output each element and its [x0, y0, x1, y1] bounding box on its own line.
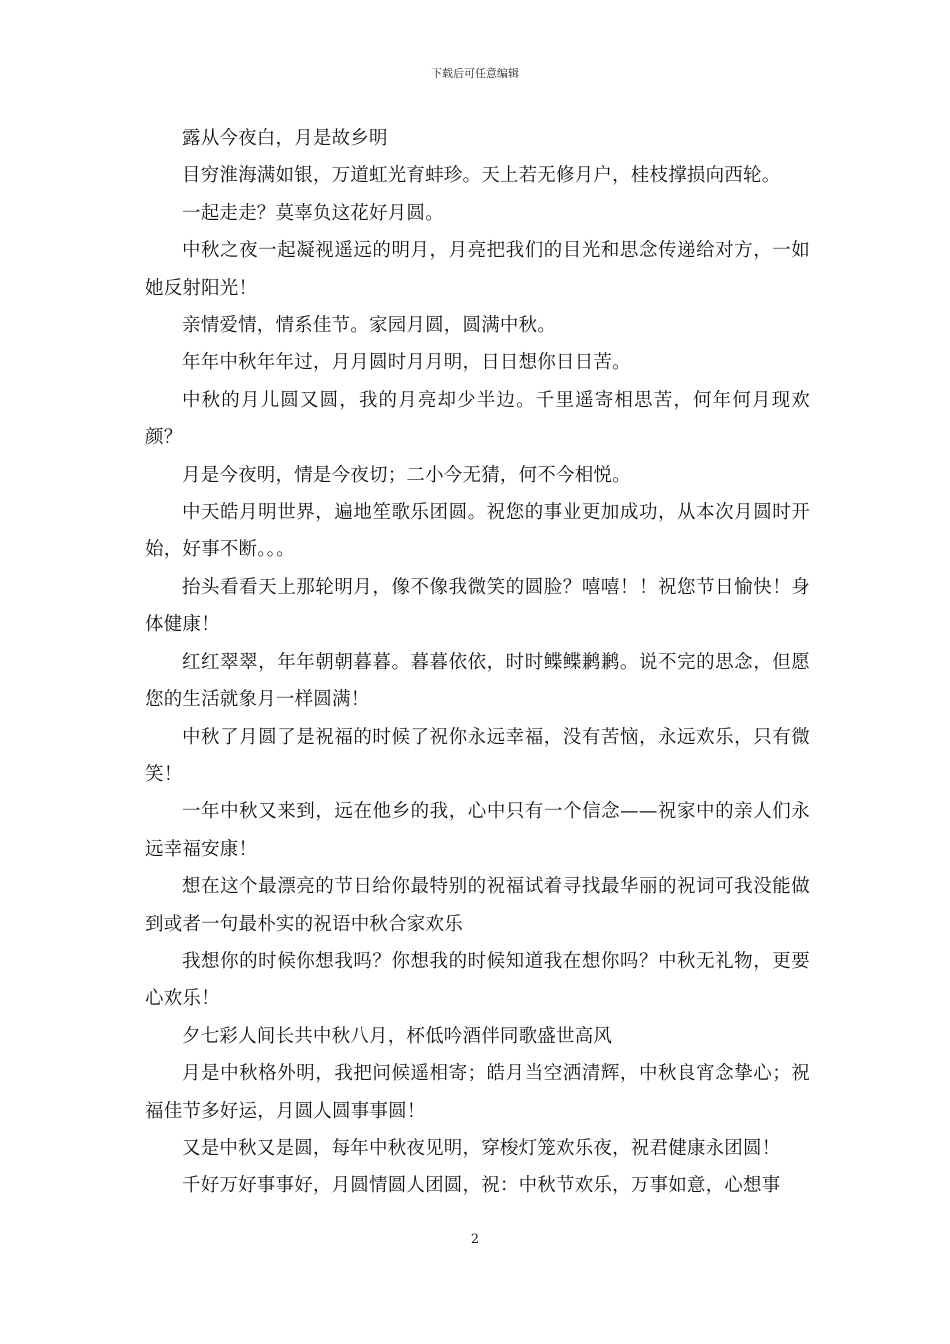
- document-body: [145, 120, 810, 1205]
- paragraph: 夕七彩人间长共中秋八月，杯低吟酒伴同歌盛世高风: [182, 1025, 613, 1047]
- paragraph: 抬头看看天上那轮明月，像不像我微笑的圆脸？嘻嘻！！祝您节日愉快！身体健康！: [145, 576, 810, 636]
- page-header: 下载后可任意编辑: [431, 67, 519, 80]
- paragraph: 我想你的时候你想我吗？你想我的时候知道我在想你吗？中秋无礼物，更要心欢乐！: [145, 950, 810, 1010]
- paragraph: 露从今夜白，月是故乡明: [182, 128, 388, 149]
- paragraph: 中秋之夜一起凝视遥远的明月，月亮把我们的目光和思念传递给对方，一如她反射阳光！: [145, 240, 810, 299]
- paragraph: 月是中秋格外明，我把问候遥相寄；皓月当空洒清辉，中秋良宵念挚心；祝福佳节多好运，月圆人圆事事圆！: [145, 1063, 810, 1122]
- paragraph: 红红翠翠，年年朝朝暮暮。暮暮依依，时时鲽鲽鹣鹣。说不完的思念，但愿您的生活就象月一样圆满！: [145, 651, 810, 711]
- paragraph: 月是今夜明，情是今夜切；二小今无猜，何不今相悦。: [182, 464, 631, 486]
- paragraph: 一起走走？莫辜负这花好月圆。: [182, 202, 444, 224]
- page-number: 2: [470, 1232, 480, 1247]
- paragraph: 目穷淮海满如银，万道虹光育蚌珍。天上若无修月户，桂枝撑损向西轮。: [182, 165, 781, 187]
- paragraph: 又是中秋又是圆，每年中秋夜见明，穿梭灯笼欢乐夜，祝君健康永团圆！: [182, 1137, 781, 1159]
- paragraph: 中天皓月明世界，遍地笙歌乐团圆。祝您的事业更加成功，从本次月圆时开始，好事不断。。。: [145, 502, 810, 561]
- paragraph: 中秋的月儿圆又圆，我的月亮却少半边。千里遥寄相思苦，何年何月现欢颜？: [145, 389, 810, 449]
- paragraph: 中秋了月圆了是祝福的时候了祝你永远幸福，没有苦恼，永远欢乐，只有微笑！: [145, 726, 810, 785]
- paragraph: 想在这个最漂亮的节日给你最特别的祝福试着寻找最华丽的祝词可我没能做到或者一句最朴实的祝语中秋合家欢乐: [145, 876, 810, 935]
- paragraph: 亲情爱情，情系佳节。家园月圆，圆满中秋。: [182, 315, 557, 337]
- paragraph: 千好万好事事好，月圆情圆人团圆，祝：中秋节欢乐，万事如意，心想事: [182, 1175, 781, 1197]
- paragraph: 年年中秋年年过，月月圆时月月明，日日想你日日苦。: [182, 352, 631, 374]
- paragraph: 一年中秋又来到，远在他乡的我，心中只有一个信念——祝家中的亲人们永远幸福安康！: [145, 801, 810, 860]
